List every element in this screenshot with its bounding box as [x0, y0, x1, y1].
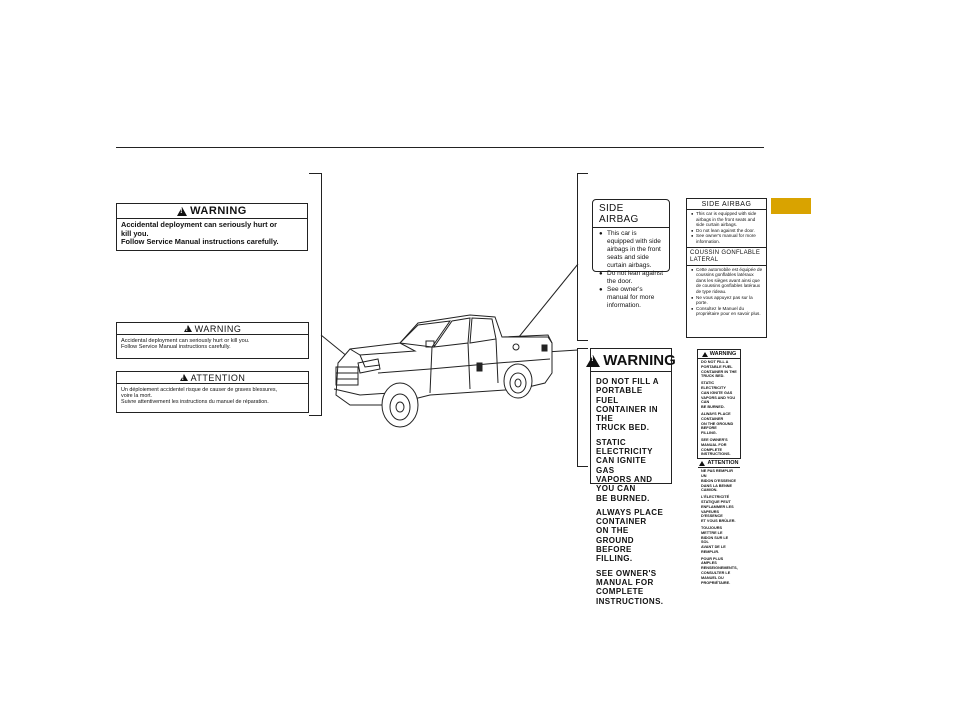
- fuel-warning-label: [590, 348, 676, 606]
- list-item: ● Ne vous appuyez pas sur la porte.: [691, 295, 763, 306]
- warning-triangle-icon: [586, 355, 600, 367]
- warning-header-text: WARNING: [194, 323, 242, 334]
- fuel-paragraph: ALWAYS PLACE CONTAINER ON THE GROUND BEFORE FILLING.: [701, 411, 734, 436]
- warning-triangle-icon: [177, 207, 187, 216]
- side-airbag-list: [687, 210, 766, 245]
- warning-body: Accidental deployment can seriously hurt or kill you. Follow Service Manual instructions carefully.: [121, 338, 250, 351]
- side-airbag-label: [592, 199, 670, 309]
- warning-header-text: WARNING: [190, 205, 247, 217]
- warning-triangle-icon: [702, 352, 708, 357]
- attention-header-text: ATTENTION: [190, 372, 246, 383]
- list-item: ● See owner's manual for more information.: [691, 233, 763, 244]
- fuel-paragraph-french: TOUJOURS METTRE LE BIDON SUR LE SOL AVANT DE LE REMPLIR.: [701, 525, 729, 554]
- side-airbag-list: [593, 228, 669, 310]
- warning-header: [117, 323, 308, 335]
- warning-label-large: [116, 203, 308, 251]
- fuel-warning-header-text: WARNING: [709, 351, 737, 357]
- list-item: ● Do not lean against the door.: [599, 270, 665, 286]
- attention-header-text: ATTENTION: [707, 460, 739, 467]
- list-item: ● Cette automobile est équipée de coussins gonflables latéraux dans les sièges avant ainsi que de coussins gonflables latéraux de type rideau.: [691, 267, 763, 295]
- list-item: ● Do not lean against the door.: [691, 228, 763, 234]
- attention-label: [116, 371, 309, 413]
- warning-triangle-icon: [180, 374, 188, 381]
- side-airbag-bilingual-label: [686, 198, 767, 338]
- fuel-paragraph: SEE OWNER'S MANUAL FOR COMPLETE INSTRUCTIONS.: [701, 437, 731, 457]
- section-tab: [771, 198, 811, 214]
- fuel-paragraph-french: NE PAS REMPLIR UN BIDON D'ESSENCE DANS LA BENNE CAMION.: [701, 469, 737, 493]
- fuel-paragraph: SEE OWNER'S MANUAL FOR COMPLETE INSTRUCTIONS.: [596, 568, 664, 606]
- fuel-paragraph: DO NOT FILL A PORTABLE FUEL CONTAINER IN THE TRUCK BED.: [701, 360, 737, 379]
- list-item: ● See owner's manual for more information.: [599, 286, 665, 310]
- attention-header: [698, 458, 740, 468]
- list-item: ● This car is equipped with side airbags in the front seats and side curtain airbags.: [691, 211, 763, 228]
- truck-illustration: [320, 255, 580, 455]
- fuel-warning-header: [698, 350, 740, 359]
- fuel-paragraph: STATIC ELECTRICITY CAN IGNITE GAS VAPORS AND YOU CAN BE BURNED.: [701, 381, 736, 410]
- attention-header: [117, 372, 308, 384]
- fuel-paragraph: ALWAYS PLACE CONTAINER ON THE GROUND BEFORE FILLING.: [596, 507, 664, 564]
- fuel-warning-header-text: WARNING: [603, 352, 676, 369]
- attention-body: Un déploiement accidentel risque de causer de graves blessures, voire la mort. Suivre attentivement les instructions du manuel de réparation.: [121, 387, 278, 406]
- fuel-paragraph-french: POUR PLUS AMPLES RENSEIGNEMENTS, CONSULTER LE MANUEL DU PROPRIÉTAIRE.: [701, 556, 738, 585]
- warning-triangle-icon: [184, 325, 192, 332]
- fuel-paragraph-french: L'ÉLECTRICITÉ STATIQUE PEUT ENFLAMMER LES VAPEURS D'ESSENCE ET VOUS BRÛLER.: [701, 495, 736, 524]
- warning-label-small: [116, 322, 309, 359]
- french-list: [687, 266, 766, 317]
- fuel-warning-bilingual-label: [697, 349, 741, 585]
- list-item: ● This car is equipped with side airbags in the front seats and side curtain airbags.: [599, 230, 665, 270]
- french-title: COUSSIN GONFLABLE LATERAL: [687, 247, 766, 266]
- warning-body: Accidental deployment can seriously hurt or kill you. Follow Service Manual instructions carefully.: [121, 220, 279, 247]
- warning-header: [117, 204, 307, 219]
- list-item: ● Consultez le Manuel du propriétaire pour en savoir plus.: [691, 306, 763, 317]
- fuel-paragraph: STATIC ELECTRICITY CAN IGNITE GAS VAPORS AND YOU CAN BE BURNED.: [596, 437, 653, 503]
- fuel-paragraph: DO NOT FILL A PORTABLE FUEL CONTAINER IN THE TRUCK BED.: [596, 377, 659, 433]
- fuel-warning-header: [591, 349, 676, 372]
- side-airbag-title: SIDE AIRBAG: [593, 200, 669, 228]
- warning-triangle-icon: [699, 461, 705, 466]
- side-airbag-title: SIDE AIRBAG: [687, 199, 766, 210]
- top-rule: [116, 147, 764, 148]
